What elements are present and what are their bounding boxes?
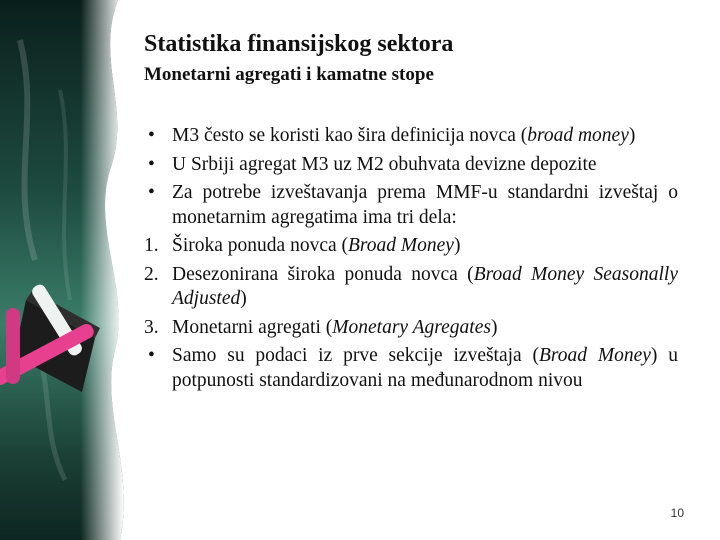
text-run: U Srbiji agregat M3 uz M2 obuhvata devizne depozite [172,153,597,175]
bullet-marker: • [148,345,155,366]
list-item-text [172,317,497,338]
list-item-text [172,235,460,256]
list-item-text [172,264,678,310]
italic-term: Broad Money [348,235,454,256]
bullet-list [144,124,678,397]
italic-term: Monetary Agregates [332,316,491,338]
text-run: Monetarni agregati ( [172,316,333,338]
list-item [144,234,678,259]
text-run: Samo su podaci iz prve sekcije izveštaja ( [172,345,540,366]
title-block [144,30,684,86]
list-item-text [172,154,597,175]
italic-term: Broad Money Seasonally Adjusted [172,263,678,309]
number-marker: 1. [144,235,159,256]
text-run: ) [490,316,498,338]
text-run: Za potrebe izveštavanja prema MMF-u standardni izveštaj o monetarnim agregatima ima tri dela: [172,182,678,228]
number-marker: 2. [144,263,159,285]
italic-term: Broad Money [539,345,651,366]
list-item-text [172,182,678,228]
text-run: ) [240,288,247,309]
list-item-text [172,345,678,391]
text-run: Široka ponuda novca ( [172,235,348,256]
list-item [144,344,678,393]
italic-term: broad money [527,125,629,146]
slide-title: Statistika finansijskog sektora [144,31,454,57]
text-run: ) u potpunosti standardizovani na međunarodnom nivou [172,345,678,391]
list-item [144,316,678,341]
bullet-marker: • [148,125,155,146]
slide-subtitle: Monetarni agregati i kamatne stope [144,64,434,85]
bullet-marker: • [148,153,155,175]
list-item [144,181,678,230]
list-item-text [172,125,635,146]
chalkboard-chalk-icon [0,0,150,540]
text-run: M3 često se koristi kao šira definicija novca ( [172,125,528,146]
list-item [144,153,678,178]
list-item [144,124,678,149]
page-number: 10 [670,506,684,520]
text-run: ) [628,125,636,146]
list-item [144,263,678,312]
bullet-marker: • [148,182,155,203]
number-marker: 3. [144,316,159,338]
text-run: Desezonirana široka ponuda novca ( [172,263,474,285]
text-run: ) [453,235,461,256]
